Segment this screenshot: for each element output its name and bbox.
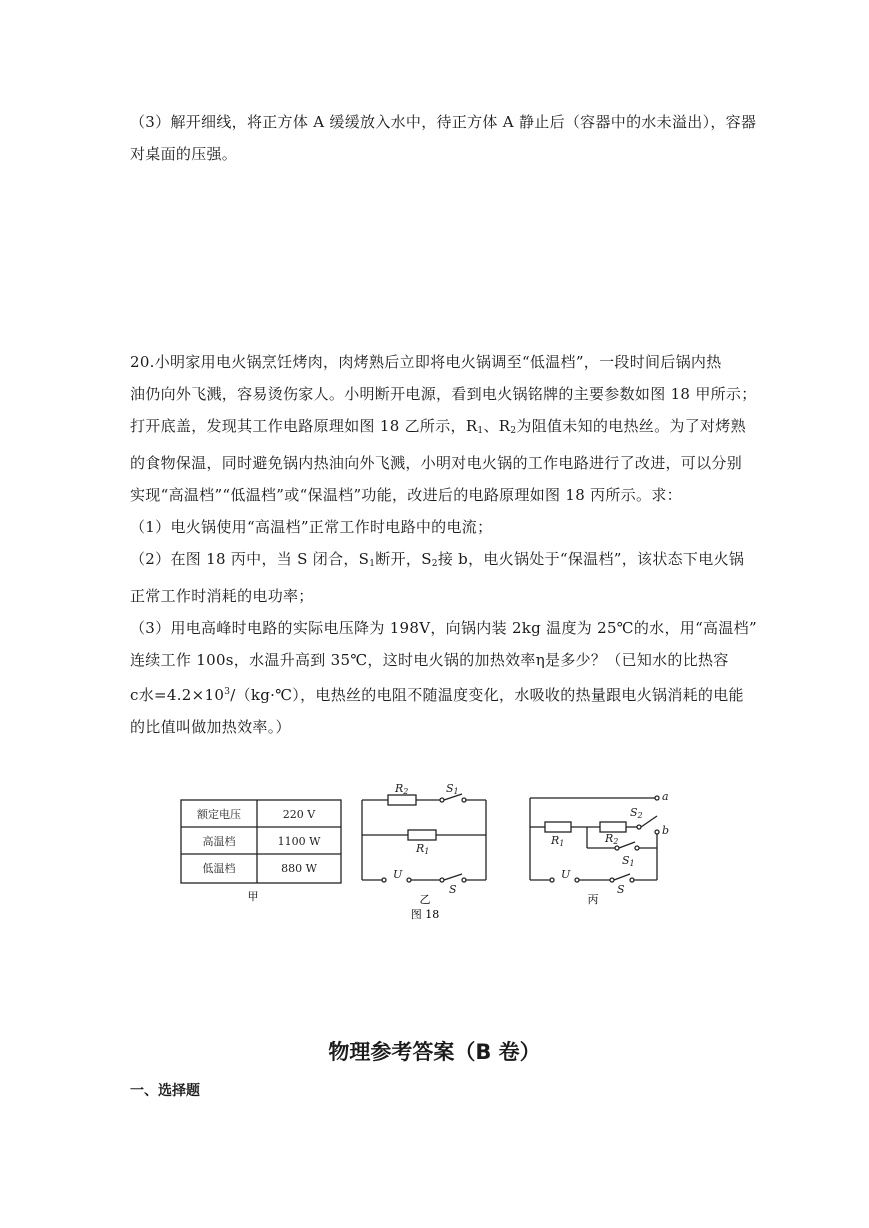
label-bing-R2: R2 <box>605 832 619 846</box>
label-bing-U: U <box>561 868 571 881</box>
subscript: 2 <box>431 559 438 569</box>
circuit-bing <box>530 796 659 882</box>
label-yi-S1: S1 <box>446 782 459 796</box>
label-yi-R2: R2 <box>395 782 409 796</box>
section-heading: 一、选择题 <box>130 1083 200 1099</box>
text-line: 20.小明家用电火锅烹饪烤肉，肉烤熟后立即将电火锅调至“低温档”，一段时间后锅内热 <box>130 353 722 371</box>
text-run: 、R <box>483 417 511 435</box>
table-value-voltage: 220 V <box>282 808 316 821</box>
text-run: 打开底盖，发现其工作电路原理如图 18 乙所示，R <box>130 417 478 435</box>
text-run: 为阻值未知的电热丝。为了对烤熟 <box>516 417 746 435</box>
text-line: （3）解开细线，将正方体 A 缓缓放入水中，待正方体 A 静止后（容器中的水未溢出），容器 <box>130 113 757 131</box>
label-bing: 丙 <box>587 893 599 906</box>
table-value-low: 880 W <box>281 862 317 875</box>
text-run: 接 b，电火锅处于“保温档”，该状态下电火锅 <box>437 550 745 568</box>
table-label-high: 高温档 <box>202 835 236 848</box>
label-bing-a: a <box>662 790 669 803</box>
superscript: 3 <box>224 687 231 697</box>
figure-18 <box>175 770 695 930</box>
subscript: 1 <box>369 559 376 569</box>
text-line: 对桌面的压强。 <box>130 145 238 163</box>
text-line <box>130 410 745 447</box>
text-line: （3）用电高峰时电路的实际电压降为 198V，向锅内装 2kg 温度为 25℃的水，用“高温档” <box>130 619 757 637</box>
figure-caption: 图 18 <box>410 908 440 921</box>
text-line: 正常工作时消耗的电功率； <box>130 587 314 605</box>
label-bing-R1: R1 <box>551 834 565 848</box>
text-line: 实现“高温档”“低温档”或“保温档”功能，改进后的电路原理如图 18 丙所示。求： <box>130 486 682 504</box>
text-line <box>130 676 745 711</box>
subscript: 2 <box>510 426 517 436</box>
question-20 <box>130 346 757 743</box>
text-line: （1）电火锅使用“高温档”正常工作时电路中的电流； <box>130 518 493 536</box>
circuit-yi <box>362 794 486 882</box>
question-19-part-3 <box>130 106 757 170</box>
text-line: 连续工作 100s，水温升高到 35℃，这时电火锅的加热效率η是多少？（已知水的比热容 <box>130 651 729 669</box>
table-label-voltage: 额定电压 <box>197 808 241 821</box>
label-bing-S: S <box>617 883 625 896</box>
table-label-low: 低温档 <box>202 862 236 875</box>
text-line <box>130 543 745 580</box>
text-line: 的食物保温，同时避免锅内热油向外飞溅，小明对电火锅的工作电路进行了改进，可以分别 <box>130 454 743 472</box>
label-jia: 甲 <box>247 890 259 903</box>
text-run: c水=4.2×10 <box>130 686 225 704</box>
text-line: 的比值叫做加热效率。） <box>130 718 291 736</box>
text-run: 断开，S <box>375 550 432 568</box>
answer-title: 物理参考答案（B 卷） <box>328 1040 541 1064</box>
text-run: （2）在图 18 丙中，当 S 闭合，S <box>130 550 370 568</box>
label-yi-S: S <box>449 883 457 896</box>
text-line: 油仍向外飞溅，容易烫伤家人。小明断开电源，看到电火锅铭牌的主要参数如图 18 甲所示； <box>130 385 757 403</box>
table-value-high: 1100 W <box>277 835 321 848</box>
label-bing-S2: S2 <box>630 806 643 820</box>
label-yi-R1: R1 <box>416 842 430 856</box>
subscript: 1 <box>477 426 484 436</box>
label-bing-S1: S1 <box>622 854 635 868</box>
label-yi: 乙 <box>419 893 431 906</box>
label-bing-b: b <box>662 824 670 837</box>
text-run: /（kg·℃），电热丝的电阻不随温度变化，水吸收的热量跟电火锅消耗的电能 <box>230 686 744 704</box>
label-yi-U: U <box>393 868 403 881</box>
